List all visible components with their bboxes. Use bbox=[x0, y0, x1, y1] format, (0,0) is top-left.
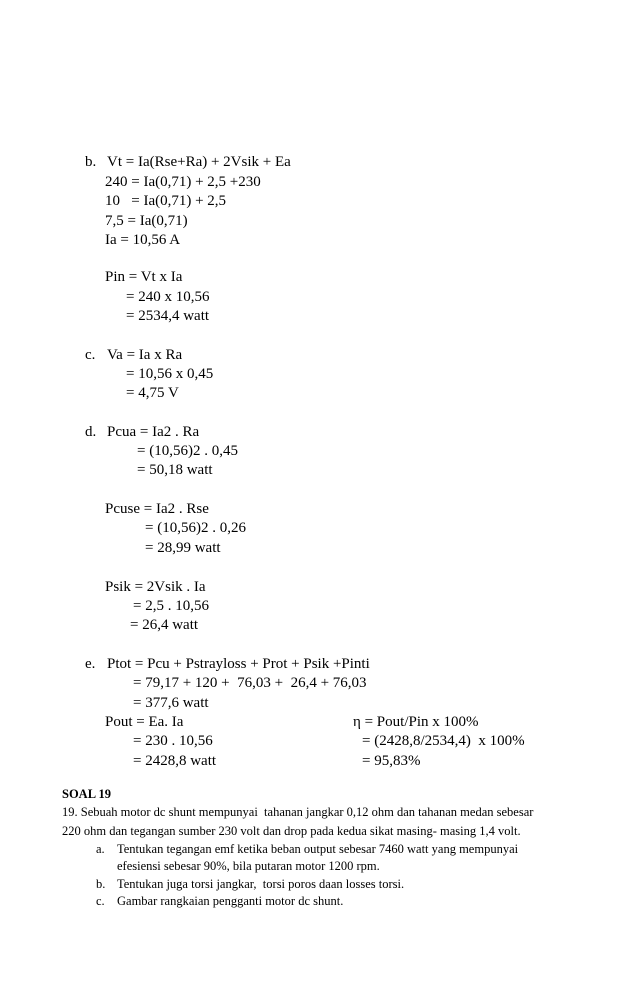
equation-line: = 10,56 x 0,45 bbox=[126, 366, 214, 382]
list-item: Tentukan tegangan emf ketika beban output sebesar 7460 watt yang mempunyai bbox=[117, 842, 519, 856]
equation-line: = 95,83% bbox=[362, 753, 421, 769]
equation-line: 240 = Ia(0,71) + 2,5 +230 bbox=[105, 174, 261, 190]
equation-line: 7,5 = Ia(0,71) bbox=[105, 213, 188, 229]
equation-line: = 26,4 watt bbox=[130, 617, 199, 633]
equation-line: Vt = Ia(Rse+Ra) + 2Vsik + Ea bbox=[107, 154, 291, 170]
section-c-marker: c. bbox=[85, 347, 96, 363]
list-item: Gambar rangkaian pengganti motor dc shunt. bbox=[117, 894, 344, 908]
equation-line: = 79,17 + 120 + 76,03 + 26,4 + 76,03 bbox=[133, 675, 367, 691]
equation-line: = 4,75 V bbox=[126, 385, 179, 401]
equation-line: = (10,56)2 . 0,45 bbox=[137, 443, 238, 459]
list-marker: c. bbox=[96, 894, 105, 908]
problem-text: 19. Sebuah motor dc shunt mempunyai tahanan jangkar 0,12 ohm dan tahanan medan sebesar bbox=[62, 805, 534, 819]
equation-line: = 377,6 watt bbox=[133, 695, 209, 711]
equation-line: Pcua = Ia2 . Ra bbox=[107, 424, 200, 440]
equation-line: Va = Ia x Ra bbox=[107, 347, 183, 363]
list-marker: a. bbox=[96, 842, 105, 856]
equation-line: Pcuse = Ia2 . Rse bbox=[105, 501, 209, 517]
equation-line: η = Pout/Pin x 100% bbox=[353, 714, 479, 730]
problem-title: SOAL 19 bbox=[62, 787, 111, 801]
list-item: efesiensi sebesar 90%, bila putaran motor 1200 rpm. bbox=[117, 859, 380, 873]
equation-line: = 50,18 watt bbox=[137, 462, 213, 478]
equation-line: = (2428,8/2534,4) x 100% bbox=[362, 733, 525, 749]
section-e-marker: e. bbox=[85, 656, 96, 672]
problem-text: 220 ohm dan tegangan sumber 230 volt dan drop pada kedua sikat masing- masing 1,4 volt. bbox=[62, 824, 521, 838]
list-marker: b. bbox=[96, 877, 106, 891]
equation-line: Psik = 2Vsik . Ia bbox=[105, 579, 206, 595]
section-b-marker: b. bbox=[85, 154, 97, 170]
equation-line: = 2,5 . 10,56 bbox=[133, 598, 209, 614]
equation-line: = 28,99 watt bbox=[145, 540, 221, 556]
equation-line: Pin = Vt x Ia bbox=[105, 269, 183, 285]
equation-line: 10 = Ia(0,71) + 2,5 bbox=[105, 193, 227, 209]
equation-line: = 2428,8 watt bbox=[133, 753, 217, 769]
equation-line: Ia = 10,56 A bbox=[105, 232, 181, 248]
equation-line: = 2534,4 watt bbox=[126, 308, 210, 324]
equation-line: Ptot = Pcu + Pstrayloss + Prot + Psik +Pinti bbox=[107, 656, 370, 672]
equation-line: = (10,56)2 . 0,26 bbox=[145, 520, 246, 536]
equation-line: = 230 . 10,56 bbox=[133, 733, 213, 749]
equation-line: = 240 x 10,56 bbox=[126, 289, 210, 305]
equation-line: Pout = Ea. Ia bbox=[105, 714, 184, 730]
section-d-marker: d. bbox=[85, 424, 97, 440]
list-item: Tentukan juga torsi jangkar, torsi poros daan losses torsi. bbox=[117, 877, 405, 891]
